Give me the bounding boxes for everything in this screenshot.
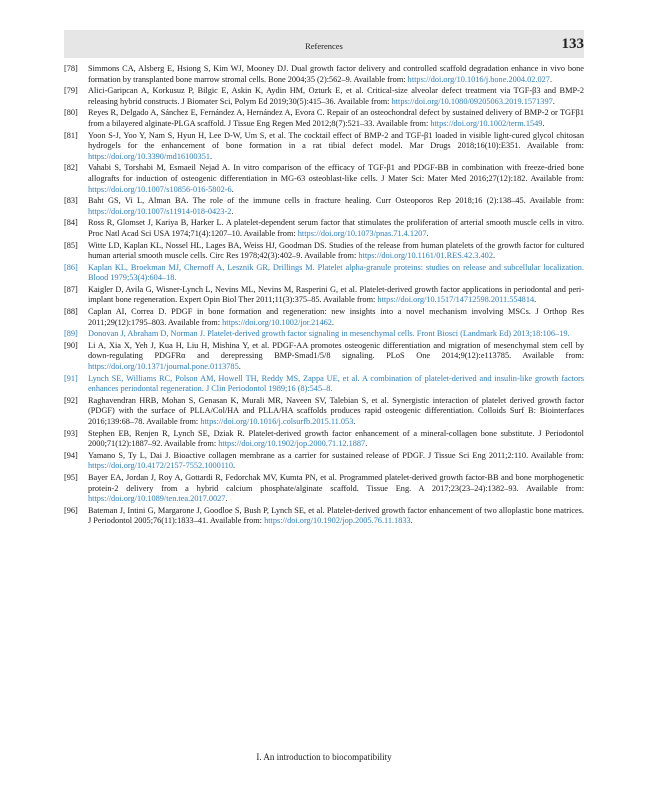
reference-text: Raghavendran HRB, Mohan S, Genasan K, Murali MR, Naveen SV, Talebian S, et al. Synergistic interaction of platelet derived growth factor (PDGF) with the surface of PLLA/Col/HA and PLLA/HA scaffolds produces rapid osteogenic differentiation. Colloids Surf B: Biointerfaces 2016;139:68–78. Available from: <box>88 395 584 426</box>
reference-item <box>64 163 584 195</box>
reference-item <box>64 506 584 527</box>
reference-number: [87] <box>64 284 78 294</box>
doi-link[interactable]: https://doi.org/10.1902/jop.2005.76.11.1833 <box>264 516 411 526</box>
reference-number: [95] <box>64 472 78 482</box>
reference-number: [80] <box>64 108 78 118</box>
reference-number: [96] <box>64 505 78 515</box>
doi-link[interactable]: https://doi.org/10.1089/ten.tea.2017.0027 <box>88 494 226 504</box>
reference-item <box>64 451 584 472</box>
reference-number: [84] <box>64 218 78 228</box>
reference-text: Baht GS, Vi L, Alman BA. The role of the immune cells in fracture healing. Curr Osteoporos Rep 2018;16 (2):138–45. Available from: <box>88 196 584 206</box>
reference-tail: . <box>410 516 413 526</box>
reference-number: [94] <box>64 450 78 460</box>
doi-link[interactable]: https://doi.org/10.1902/jop.2000.71.12.1887 <box>218 439 366 449</box>
reference-number: [92] <box>64 395 78 405</box>
doi-link[interactable]: https://doi.org/10.1161/01.RES.42.3.402 <box>358 251 493 261</box>
reference-item <box>64 329 584 340</box>
doi-link[interactable]: https://doi.org/10.1371/journal.pone.0113785 <box>88 362 239 372</box>
reference-number: [79] <box>64 86 78 96</box>
reference-tail: . <box>231 184 234 194</box>
page-number: 133 <box>561 36 584 52</box>
reference-text: Caplan AI, Correa D. PDGF in bone formation and regeneration: new insights into a novel mechanism involving MSCs. J Orthop Res 2011;29(12):1795–803. Available from: <box>88 307 584 327</box>
reference-number: [83] <box>64 196 78 206</box>
reference-list <box>64 64 584 528</box>
reference-number: [90] <box>64 340 78 350</box>
reference-number: [82] <box>64 163 78 173</box>
reference-text: Yamano S, Ty L, Dai J. Bioactive collagen membrane as a carrier for sustained release of PDGF. J Tissue Sci Eng 2011;2:110. Available from: <box>88 450 584 460</box>
reference-tail: . <box>238 362 241 372</box>
doi-link[interactable]: https://doi.org/10.1016/j.bone.2004.02.027 <box>407 74 550 84</box>
reference-item <box>64 131 584 163</box>
reference-text: Simmons CA, Alsberg E, Hsiong S, Kim WJ, Mooney DJ. Dual growth factor delivery and controlled scaffold degradation enhance in vivo bone formation by transplanted bone marrow stromal cells. Bone 2004;35 (2):562–9. Available from: <box>88 64 584 84</box>
reference-tail: . <box>210 151 213 161</box>
reference-number: [81] <box>64 130 78 140</box>
doi-link[interactable]: https://doi.org/10.1007/s10856-016-5802-6 <box>88 184 232 194</box>
reference-text: Ross R, Glomset J, Kariya B, Harker L. A platelet-dependent serum factor that stimulates the proliferation of arterial smooth muscle cells in vitro. Proc Natl Acad Sci USA 1974;71(4):1207–10. Available from: <box>88 218 584 238</box>
reference-text: Kaigler D, Avila G, Wisner-Lynch L, Nevins ML, Nevins M, Rasperini G, et al. Platelet-derived growth factor applications in periodontal and peri-implant bone regeneration. Expert Opin Biol Ther 2011;11(3):375–85. Available from: <box>88 284 584 305</box>
reference-tail: . <box>534 295 537 305</box>
running-head-title: References <box>305 41 343 51</box>
page-header <box>64 30 584 58</box>
reference-text: Lynch SE, Williams RC, Polson AM, Howell TH, Reddy MS, Zappa UE, et al. A combination of platelet-derived and insulin-like growth factors enhances periodontal regeneration. J Clin Periodontol 1989;16 (8):545–8. <box>88 373 584 394</box>
reference-text: Alici-Garipcan A, Korkusuz P, Bilgic E, Askin K, Aydin HM, Ozturk E, et al. Critical-size alveolar defect treatment via TGF-β3 and BMP-2 releasing hybrid constructs. J Biomater Sci, Polym Ed 2019;30(5):415–36. Available from: <box>88 86 584 106</box>
reference-text: Reyes R, Delgado A, Sánchez E, Fernández A, Hernández A, Evora C. Repair of an osteochondral defect by sustained delivery of BMP-2 or TGFβ1 from a bilayered alginate-PLGA scaffold. J Tissue Eng Regen Med 2012;8(7):521–33. Available from: <box>88 108 584 128</box>
reference-tail: . <box>225 494 228 504</box>
reference-number: [91] <box>64 373 78 383</box>
reference-text: Stephen EB, Renjen R, Lynch SE, Dziak R. Platelet-derived growth factor enhancement of a mineral-collagen bone substitute. J Periodontol 2000;71(12):1887–92. Available from: <box>88 428 584 449</box>
doi-link[interactable]: https://doi.org/10.1073/pnas.71.4.1207 <box>297 228 427 238</box>
reference-item <box>64 196 584 217</box>
reference-tail: . <box>426 228 429 238</box>
reference-tail: . <box>365 439 368 449</box>
doi-link[interactable]: https://doi.org/10.1002/term.1549 <box>430 118 543 128</box>
reference-tail: . <box>549 74 553 84</box>
reference-tail: . <box>231 206 234 216</box>
reference-text: Li A, Xia X, Yeh J, Kua H, Liu H, Mishina Y, et al. PDGF-AA promotes osteogenic differentiation and migration of mesenchymal stem cell by down-regulating PDGFRα and derepressing BMP-Smad1/5/8 signaling. PLoS One 2014;9(12):e113785. Available from: <box>88 340 584 361</box>
reference-item <box>64 108 584 129</box>
reference-tail: . <box>492 251 496 261</box>
reference-number: [93] <box>64 428 78 438</box>
doi-link[interactable]: https://doi.org/10.1007/s11914-018-0423-2 <box>88 206 232 216</box>
reference-text: Vahabi S, Torshabi M, Esmaeil Nejad A. In vitro comparison of the efficacy of TGF-β1 and PDGF-BB in combination with freeze-dried bone allografts for induction of osteogenic differentiation in MG-63 osteoblast-like cells. J Mater Sci: Mater Med 2016;27(12):182. Available from: <box>88 163 584 183</box>
reference-text: Witte LD, Kaplan KL, Nossel HL, Lages BA, Weiss HJ, Goodman DS. Studies of the release from human platelets of the growth factor for cultured human arterial smooth muscle cells. Circ Res 1978;42(3):402–9. Available from: <box>88 240 584 261</box>
reference-item <box>64 341 584 373</box>
reference-item <box>64 429 584 450</box>
doi-link[interactable]: https://doi.org/10.4172/2157-7552.1000110 <box>88 461 233 471</box>
reference-item <box>64 263 584 284</box>
reference-tail: . <box>353 417 356 426</box>
reference-text: Bayer EA, Jordan J, Roy A, Gottardi R, Fedorchak MV, Kumta PN, et al. Programmed platelet-derived growth factor-BB and bone morphogenetic protein-2 delivery from a hybrid calcium phosphate/alginate scaffold. Tissue Eng. A 2017;23(23–24):1382–93. Available from: <box>88 472 584 493</box>
reference-item <box>64 374 584 395</box>
reference-tail: . <box>331 317 334 327</box>
reference-text: Yoon S-J, Yoo Y, Nam S, Hyun H, Lee D-W, Um S, et al. The cocktail effect of BMP-2 and TGF-β1 loaded in visible light-cured glycol chitosan hydrogels for the enhancement of bone formation in a rat tibial defect model. Mar Drugs 2018;16(10):E351. Available from: <box>88 130 584 151</box>
reference-item <box>64 307 584 328</box>
reference-text: Kaplan KL, Broekman MJ, Chernoff A, Lesznik GR, Drillings M. Platelet alpha-granule proteins: studies on release and subcellular localization. Blood 1979;53(4):604–18. <box>88 262 584 283</box>
reference-tail: . <box>552 96 555 106</box>
reference-item <box>64 218 584 239</box>
reference-text: Bateman J, Intini G, Margarone J, Goodloe S, Bush P, Lynch SE, et al. Platelet-derived growth factor enhancement of two alloplastic bone matrices. J Periodontol 2005;76(11):1833–41. Available from: <box>88 505 584 526</box>
reference-number: [78] <box>64 64 78 73</box>
doi-link[interactable]: https://doi.org/10.3390/md16100351 <box>88 151 211 161</box>
reference-tail: . <box>232 461 236 471</box>
reference-item <box>64 86 584 107</box>
reference-text: Donovan J, Abraham D, Norman J. Platelet-derived growth factor signaling in mesenchymal cells. Front Biosci (Landmark Ed) 2013;18:106–19. <box>88 329 570 339</box>
reference-item <box>64 473 584 505</box>
reference-item <box>64 64 584 85</box>
reference-number: [88] <box>64 307 78 317</box>
doi-link[interactable]: https://doi.org/10.1517/14712598.2011.554814 <box>377 295 535 305</box>
doi-link[interactable]: https://doi.org/10.1016/j.colsurfb.2015.11.053 <box>200 417 354 426</box>
reference-tail: . <box>542 118 545 128</box>
doi-link[interactable]: https://doi.org/10.1080/09205063.2019.1571397 <box>391 96 553 106</box>
doi-link[interactable]: https://doi.org/10.1002/jor.21462 <box>222 317 332 327</box>
reference-number: [85] <box>64 240 78 250</box>
reference-item <box>64 285 584 306</box>
reference-item <box>64 396 584 428</box>
section-footer: I. An introduction to biocompatibility <box>256 752 392 762</box>
reference-item <box>64 241 584 262</box>
reference-number: [86] <box>64 262 78 272</box>
reference-number: [89] <box>64 329 78 339</box>
